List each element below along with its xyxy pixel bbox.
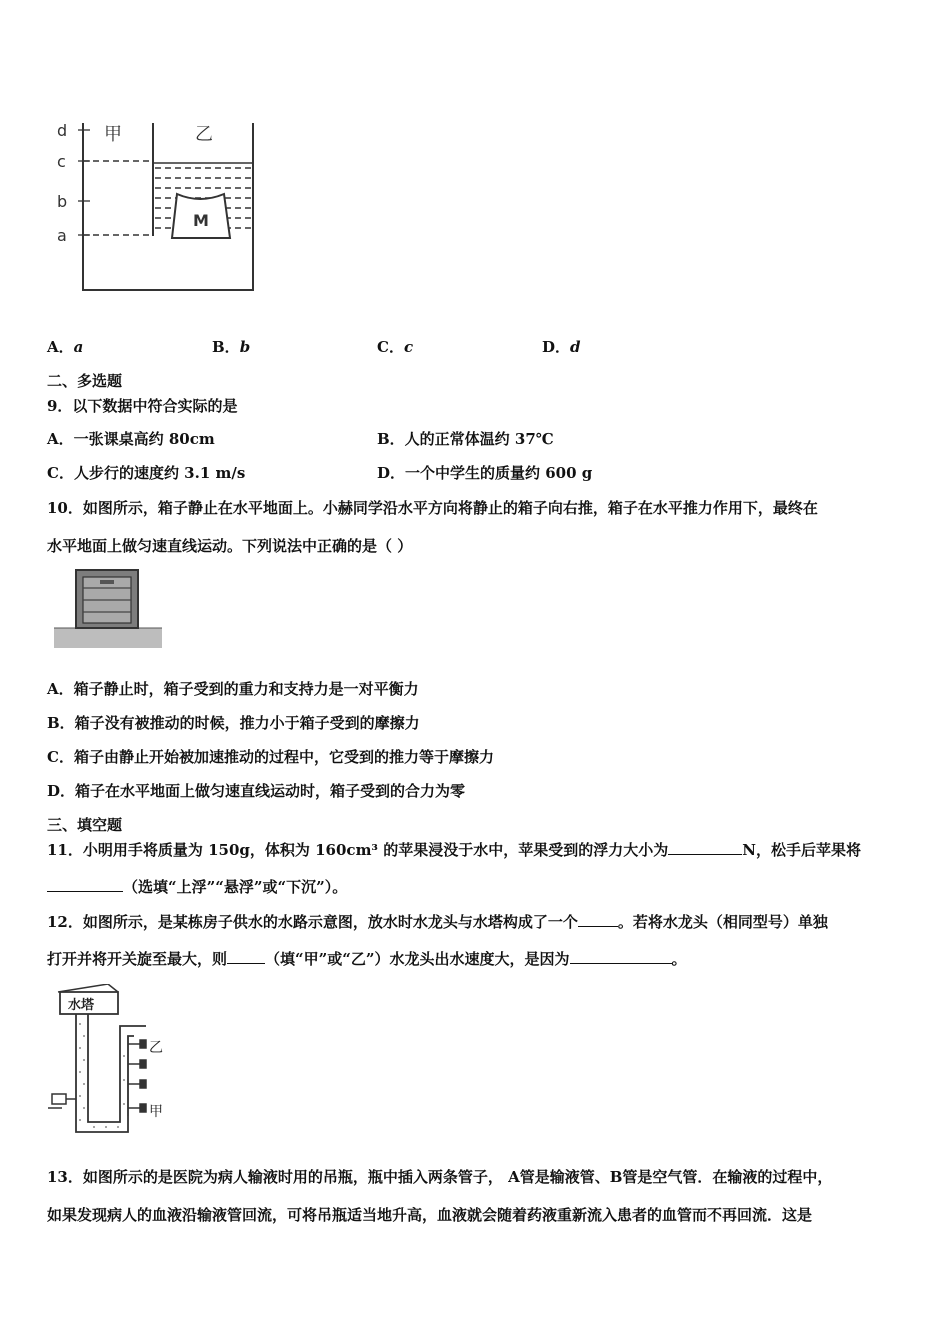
level-c: c [57, 152, 66, 171]
q12-line2 [47, 948, 687, 969]
level-a: a [57, 226, 67, 245]
q12-text-c: 打开并将开关旋至最大，则 [47, 950, 228, 968]
q13-line2: 如果发现病人的血液沿输液管回流，可将吊瓶适当地升高，血液就会随着药液重新流入患者的血管而不再回流．这是 [47, 1206, 813, 1224]
water-tower-label: 水塔 [68, 998, 95, 1013]
tap-label-top: 乙 [149, 1040, 163, 1056]
q11-blank-buoyancy[interactable] [668, 840, 742, 855]
q12-text-b: 。若将水龙头（相同型号）单独 [617, 913, 828, 931]
q11-text-b: N，松手后苹果将 [742, 841, 861, 859]
q11-text-c: （选填“上浮”“悬浮”或“下沉”）。 [123, 878, 348, 896]
q9-stem: 9．以下数据中符合实际的是 [47, 397, 238, 415]
q8-option-a: A．a [47, 338, 84, 356]
q9-option-d: D．一个中学生的质量约 600 g [377, 464, 593, 482]
q12-line1 [47, 911, 828, 932]
q8-option-b: B．b [212, 338, 251, 356]
q9-option-c: C．人步行的速度约 3.1 m/s [47, 464, 246, 482]
q11-line1 [47, 839, 861, 860]
q9-option-a: A．一张课桌高约 80cm [47, 430, 215, 448]
left-container-label: 甲 [104, 124, 122, 145]
q11-blank-float-sink[interactable] [47, 877, 123, 892]
q11-line2 [47, 876, 347, 897]
level-b: b [57, 192, 68, 211]
block-label: M [193, 211, 209, 230]
section-heading-multiple-choice: 二、多选题 [47, 372, 123, 390]
q12-text-e: 。 [671, 950, 687, 968]
q12-blank-reason[interactable] [570, 949, 672, 964]
q9-option-b: B．人的正常体温约 37℃ [377, 430, 554, 448]
container-figure [50, 118, 260, 296]
q10-stem-line1: 10．如图所示，箱子静止在水平地面上。小赫同学沿水平方向将静止的箱子向右推，箱子在水平推力作用下，最终在 [47, 499, 818, 517]
q10-stem-line2: 水平地面上做匀速直线运动。下列说法中正确的是（ ） [47, 537, 413, 555]
level-d: d [57, 121, 68, 140]
q12-blank-device[interactable] [578, 912, 618, 927]
q13-line1: 13．如图所示的是医院为病人输液时用的吊瓶，瓶中插入两条管子， A管是输液管、B管是空气管．在输液的过程中， [47, 1168, 833, 1186]
q10-option-c: C．箱子由静止开始被加速推动的过程中，它受到的推力等于摩擦力 [47, 748, 494, 766]
tap-label-bottom: 甲 [149, 1104, 163, 1120]
q8-option-d: D．d [542, 338, 581, 356]
section-heading-fill-blank: 三、填空题 [47, 816, 123, 834]
q10-option-b: B．箱子没有被推动的时候，推力小于箱子受到的摩擦力 [47, 714, 420, 732]
q12-blank-tap[interactable] [227, 949, 265, 964]
water-tower-figure [46, 984, 176, 1136]
q10-option-a: A．箱子静止时，箱子受到的重力和支持力是一对平衡力 [47, 680, 419, 698]
q11-text-a: 11．小明用手将质量为 150g，体积为 160cm³ 的苹果浸没于水中，苹果受到的浮力大小为 [47, 841, 669, 859]
q10-option-d: D．箱子在水平地面上做匀速直线运动时，箱子受到的合力为零 [47, 782, 466, 800]
q8-option-c: C．c [377, 338, 414, 356]
q12-text-a: 12．如图所示，是某栋房子供水的水路示意图，放水时水龙头与水塔构成了一个 [47, 913, 578, 931]
right-container-label: 乙 [195, 124, 213, 145]
q12-text-d: （填“甲”或“乙”）水龙头出水速度大，是因为 [265, 950, 570, 968]
box-on-floor-figure [54, 568, 164, 652]
